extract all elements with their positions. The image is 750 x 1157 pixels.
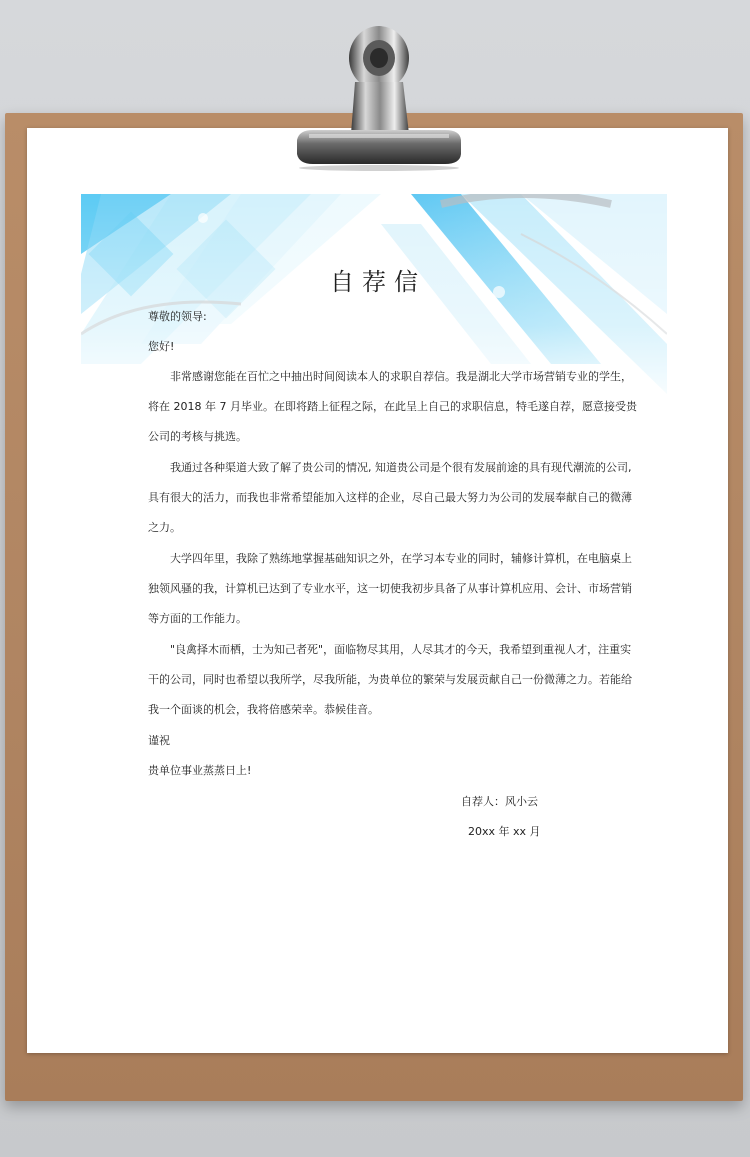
letter-paper (27, 128, 728, 1053)
closing: 谨祝 (148, 734, 170, 747)
closing-wish: 贵单位事业蒸蒸日上! (148, 764, 252, 777)
signature: 自荐人：风小云 (461, 795, 538, 808)
paragraph-1-line-2: 将在 2018 年 7 月毕业。在即将踏上征程之际，在此呈上自己的求职信息，特毛遂自荐，愿意接受贵 (148, 400, 637, 413)
paragraph-3-line-2: 独领风骚的我，计算机已达到了专业水平，这一切使我初步具备了从事计算机应用、会计、市场营销 (148, 582, 632, 595)
paragraph-1-line-3: 公司的考核与挑选。 (148, 430, 247, 443)
letter-date: 20xx 年 xx 月 (468, 825, 541, 838)
paragraph-4-line-2: 干的公司，同时也希望以我所学，尽我所能，为贵单位的繁荣与发展贡献自己一份微薄之力。若能给 (148, 673, 632, 686)
paragraph-2-line-3: 之力。 (148, 521, 181, 534)
letter-title: 自荐信 (330, 268, 426, 296)
paragraph-4-line-3: 我一个面谈的机会，我将倍感荣幸。恭候佳音。 (148, 703, 379, 716)
paragraph-3-line-1: 大学四年里，我除了熟练地掌握基础知识之外，在学习本专业的同时，辅修计算机，在电脑桌上 (170, 552, 632, 565)
paragraph-2-line-1: 我通过各种渠道大致了解了贵公司的情况, 知道贵公司是个很有发展前途的具有现代潮流的公司, (170, 461, 632, 474)
paragraph-3-line-3: 等方面的工作能力。 (148, 612, 247, 625)
binder-clip-icon (285, 22, 465, 172)
salutation: 尊敬的领导: (148, 310, 207, 323)
greeting: 您好! (148, 340, 175, 353)
paragraph-2-line-2: 具有很大的活力，而我也非常希望能加入这样的企业，尽自己最大努力为公司的发展奉献自己的微薄 (148, 491, 632, 504)
paragraph-4-line-1: "良禽择木而栖，士为知己者死"，面临物尽其用，人尽其才的今天，我希望到重视人才，注重实 (170, 643, 632, 656)
paragraph-1-line-1: 非常感谢您能在百忙之中抽出时间阅读本人的求职自荐信。我是湖北大学市场营销专业的学生， (170, 370, 632, 383)
